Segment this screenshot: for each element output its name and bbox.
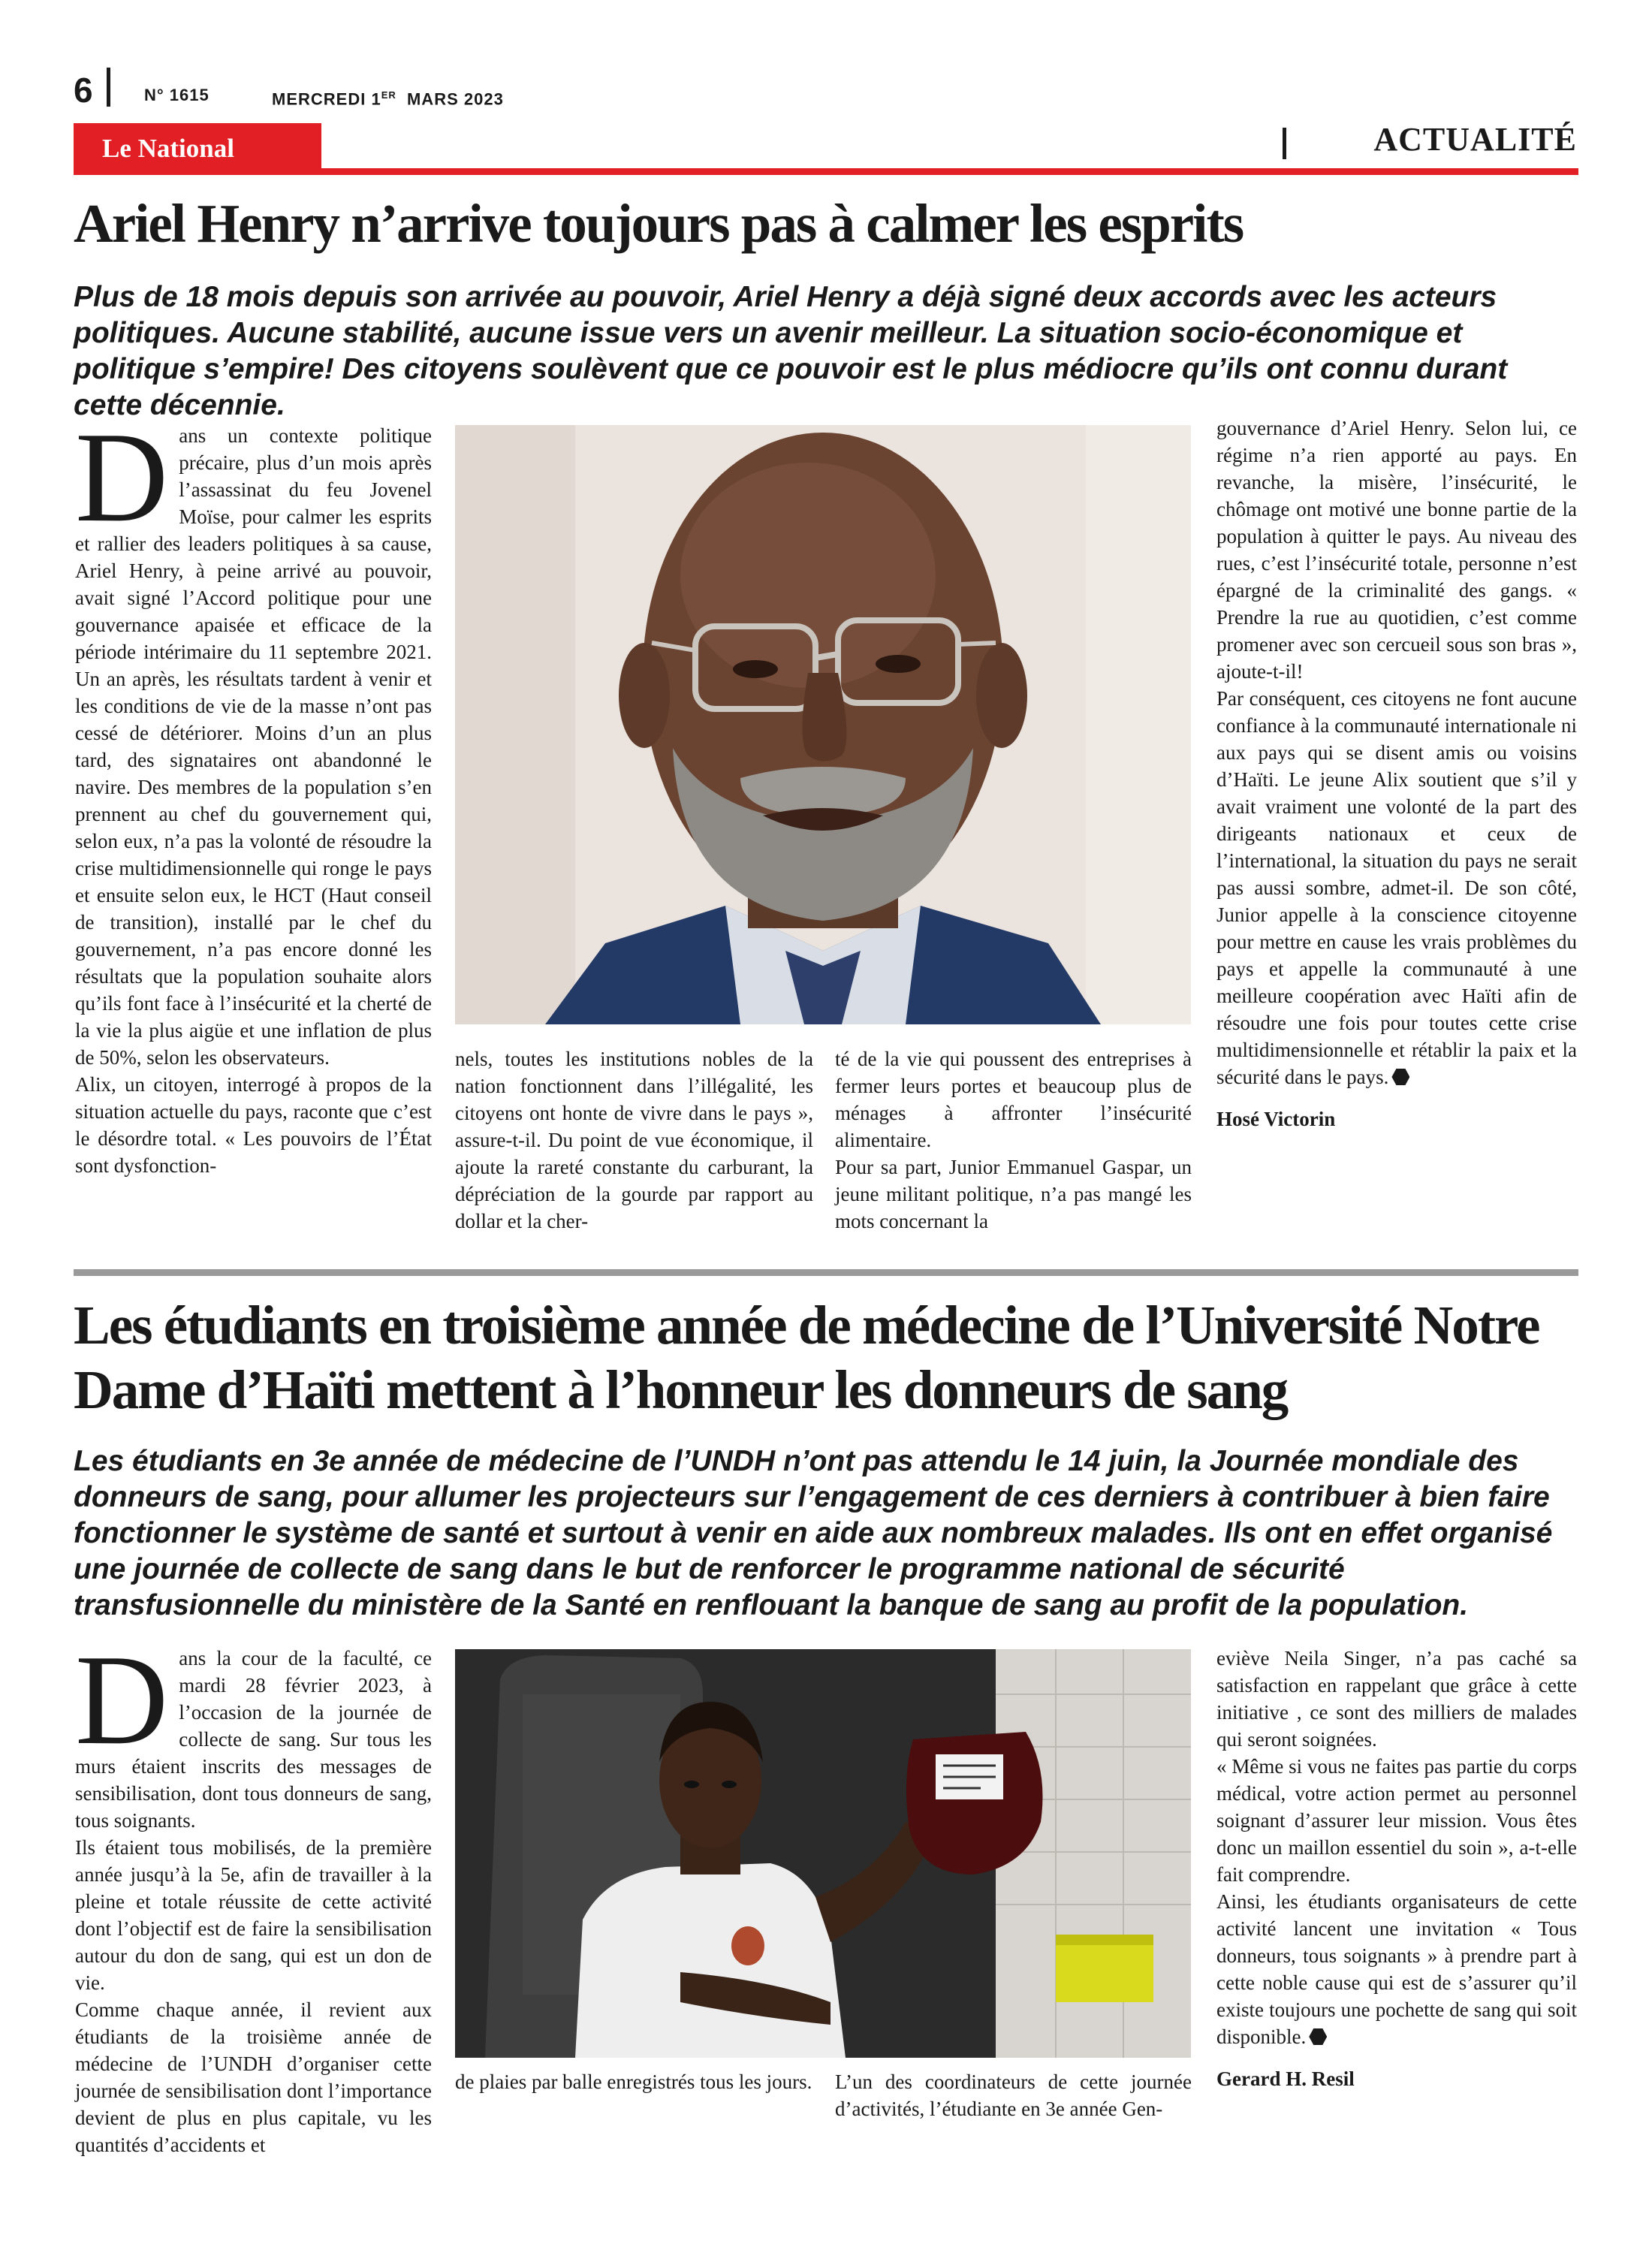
issue-date bbox=[272, 86, 504, 109]
article1-paragraph: té de la vie qui poussent des entreprises à fermer leurs portes et beaucoup plus de ménages à affronter l’insécurité alimentaire. bbox=[835, 1048, 1192, 1151]
article2-byline: Gerard H. Resil bbox=[1216, 2068, 1355, 2090]
article2-column-4 bbox=[1216, 1645, 1577, 2092]
end-of-article-icon bbox=[1309, 2028, 1327, 2045]
article2-paragraph: Ils étaient tous mobilisés, de la première année jusqu’à la 5e, afin de travailler à la pleine et totale réussite de cette activité dont l’objectif est de faire la sensibilisation autour du don de sang, qui est un don de vie. bbox=[75, 1836, 432, 1994]
date-rest: MARS 2023 bbox=[406, 89, 504, 109]
article1-paragraph bbox=[1216, 685, 1577, 1090]
date-sup: ER bbox=[381, 89, 396, 101]
date-main: MERCREDI 1 bbox=[272, 89, 381, 109]
article1-first-paragraph bbox=[75, 406, 432, 1071]
article2-column-3 bbox=[835, 2068, 1192, 2122]
ariel-henry-portrait-image bbox=[455, 425, 1191, 1024]
article1-paragraph: nels, toutes les institutions nobles de la nation fonctionnent dans l’illégalité, les citoyens ont honte de vivre dans le pays », assure-t-il. Du point de vue économique, il ajoute la rareté constante du carburant, la dépréciation de la gourde par rapport au dollar et la cher- bbox=[455, 1048, 813, 1232]
page-number-divider bbox=[107, 68, 110, 107]
article1-column-1 bbox=[75, 406, 432, 1179]
article2-closing-text: Ainsi, les étudiants organisateurs de cette activité lancent une invitation « Tous donneurs, tous soignants » à prendre part à cette noble cause qui est de s’assurer qu’il existe toujours une pochette de sang qui soit disponible. bbox=[1216, 1890, 1577, 2048]
article2-first-paragraph bbox=[75, 1629, 432, 1834]
article1-column-2 bbox=[455, 1045, 813, 1235]
blood-donor-photo bbox=[455, 1649, 1191, 2058]
issue-number: N° 1615 bbox=[144, 86, 210, 104]
article1-byline: Hosé Victorin bbox=[1216, 1108, 1336, 1130]
ariel-henry-photo bbox=[455, 425, 1191, 1024]
blood-donor-image bbox=[455, 1649, 1191, 2058]
page-number: 6 bbox=[74, 71, 93, 110]
brand-name: Le National bbox=[102, 134, 234, 163]
article2-title: Les étudiants en troisième année de médecine de l’Université Notre Dame d’Haïti mettent à l’honneur les donneurs de sang bbox=[74, 1295, 1539, 1420]
article1-paragraph: gouvernance d’Ariel Henry. Selon lui, ce régime n’a rien apporté au pays. En revanche, la misère, l’insécurité, le chômage ont motivé une bonne partie de la population à quitter le pays. Au niveau des rues, c’est l’insécurité totale, personne n’est épargné de la criminalité des gangs. « Prendre la rue au quotidien, c’est comme promener avec son cercueil sous son bras », ajoute-t-il! bbox=[1216, 417, 1577, 683]
article1-title: Ariel Henry n’arrive toujours pas à calmer les esprits bbox=[74, 193, 1244, 254]
article2-column-2 bbox=[455, 2068, 813, 2095]
article2-column-1 bbox=[75, 1629, 432, 2158]
article2-paragraph: de plaies par balle enregistrés tous les jours. bbox=[455, 2071, 812, 2093]
article1-column-3 bbox=[835, 1045, 1192, 1235]
article2-paragraph: Comme chaque année, il revient aux étudiants de la troisième année de médecine de l’UNDH d’organiser cette journée de sensibilisation dont l’importance devient de plus en plus capitale, vu les quantités d’accidents et bbox=[75, 1998, 432, 2156]
header-rule bbox=[74, 168, 1578, 175]
article2-lead: Les étudiants en 3e année de médecine de l’UNDH n’ont pas attendu le 14 juin, la Journée mondiale des donneurs de sang, pour allumer les projecteurs sur l’engagement de ces derniers à contribuer à bien faire fonctionner le système de santé et surtout à venir en aide aux nombreux malades. Ils ont en effet organisé une journée de collecte de sang dans le but de renforcer le programme national de sécurité transfusionnelle du ministère de la Santé en renflouant la banque de sang au profit de la population. bbox=[74, 1445, 1553, 1621]
article-divider bbox=[74, 1269, 1578, 1276]
article2-dropcap: D bbox=[75, 1629, 169, 1772]
article1-closing-text: Par conséquent, ces citoyens ne font aucune confiance à la communauté internationale ni aux pays qui se disent amis ou voisins d’Haïti. Le jeune Alix soutient que s’il y avait vraiment une volonté de la part des dirigeants nationaux et ceux de l’international, la situation du pays ne serait pas aussi sombre, admet-il. De son côté, Junior appelle à la conscience citoyenne pour mettre en cause les vrais problèmes du pays et appelle la communauté à une meilleure coopération avec Haïti afin de résoudre une fois pour toutes cette crise multidimensionnelle et rétablir la paix et la sécurité dans le pays. bbox=[1216, 687, 1577, 1088]
section-divider bbox=[1283, 128, 1286, 159]
article2-paragraph bbox=[1216, 1888, 1577, 2050]
article1-dropcap: D bbox=[75, 406, 169, 549]
article1-paragraph: ans un contexte politique précaire, plus d’un mois après l’assassinat du feu Jovenel Moïse, pour calmer les esprits et rallier des leaders politiques à sa cause, Ariel Henry, à peine arrivé au pouvoir, avait signé l’Accord politique pour une gouvernance apaisée et efficace de la période intérimaire du 11 septembre 2021. Un an après, les résultats tardent à venir et les conditions de vie de la masse n’ont pas cessé de détériorer. Moins d’un an plus tard, des signataires ont abandonné le navire. Des membres de la population s’en prennent au chef du gouvernement qui, selon eux, n’a pas la volonté de résoudre la crise multidimensionnelle qui ronge le pays et ensuite selon eux, le HCT (Haut conseil de transition), installé par le chef du gouvernement, n’a pas encore donné les résultats que la population souhaite alors qu’ils font face à l’insécurité et la cherté de la vie la plus aigüe et une inflation de plus de 50%, selon les observateurs. bbox=[75, 424, 432, 1069]
article1-paragraph: Alix, un citoyen, interrogé à propos de la situation actuelle du pays, raconte que c’est le désordre total. « Les pouvoirs de l’État sont dysfonction- bbox=[75, 1073, 432, 1177]
end-of-article-icon bbox=[1391, 1069, 1409, 1085]
article2-paragraph: ans la cour de la faculté, ce mardi 28 février 2023, à l’occasion de la journée de collecte de sang. Sur tous les murs étaient inscrits des messages de sensibilisation, dont tous donneurs de sang, tous soignants. bbox=[75, 1647, 432, 1832]
article2-paragraph: L’un des coordinateurs de cette journée d’activités, l’étudiante en 3e année Gen- bbox=[835, 2071, 1192, 2120]
article1-column-4 bbox=[1216, 415, 1577, 1133]
section-title: ACTUALITÉ bbox=[1373, 121, 1577, 158]
article1-paragraph: Pour sa part, Junior Emmanuel Gaspar, un jeune militant politique, n’a pas mangé les mots concernant la bbox=[835, 1156, 1192, 1232]
article1-lead: Plus de 18 mois depuis son arrivée au pouvoir, Ariel Henry a déjà signé deux accords avec les acteurs politiques. Aucune stabilité, aucune issue vers un avenir meilleur. La situation socio-économique et politique s’empire! Des citoyens soulèvent que ce pouvoir est le plus médiocre qu’ils ont connu durant cette décennie. bbox=[74, 281, 1508, 421]
article2-paragraph: eviève Neila Singer, n’a pas caché sa satisfaction en rappelant que grâce à cette initiative , ce sont des milliers de malades qui seront soignées. bbox=[1216, 1647, 1577, 1751]
article2-paragraph: « Même si vous ne faites pas partie du corps médical, votre action permet au personnel soignant d’assurer leur mission. Vous êtes donc un maillon essentiel du soin », a-t-elle fait comprendre. bbox=[1216, 1755, 1577, 1886]
